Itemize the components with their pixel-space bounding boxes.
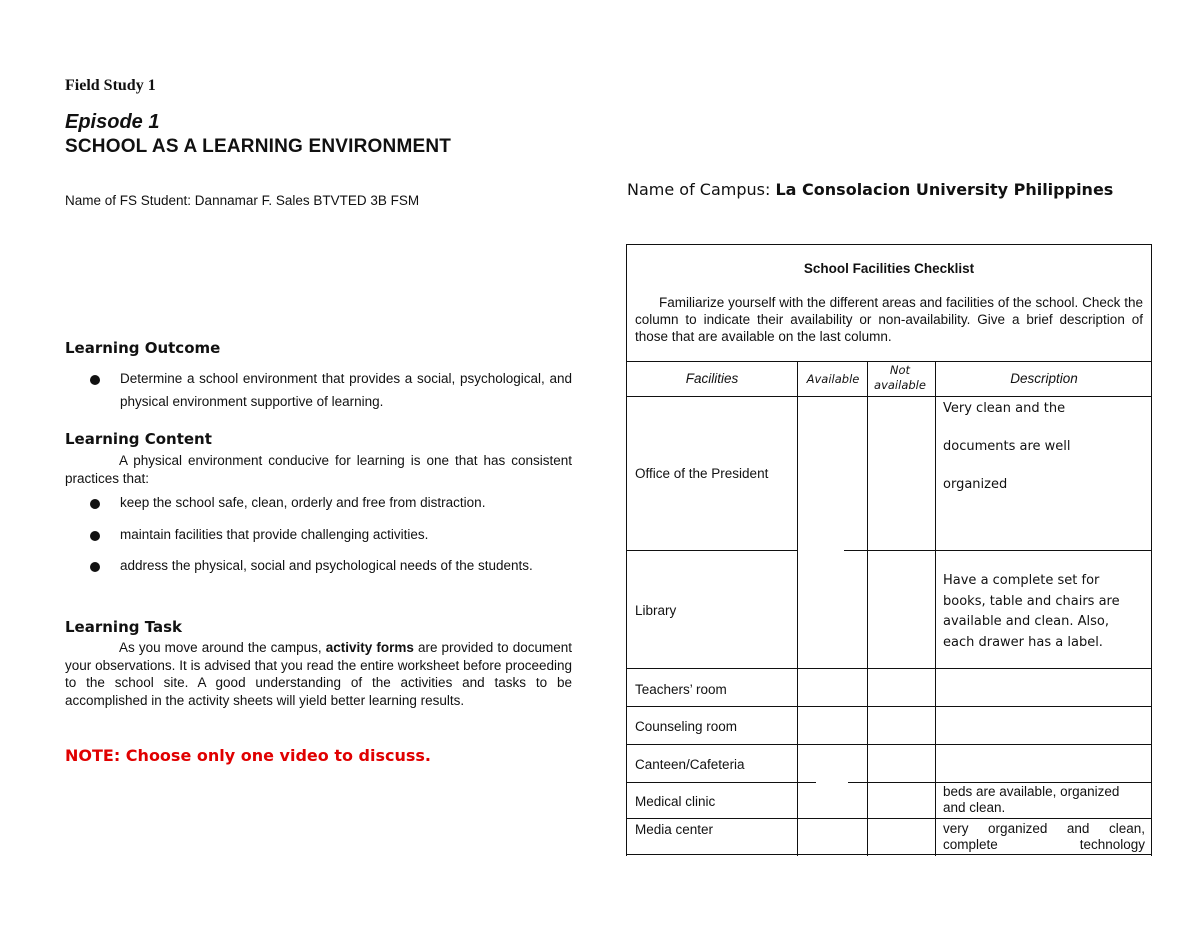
learning-outcome-heading: Learning Outcome (65, 339, 221, 357)
facility-description: organized (943, 477, 1008, 492)
learning-content-heading: Learning Content (65, 430, 212, 448)
field-study-label: Field Study 1 (65, 77, 156, 94)
list-item (90, 491, 572, 514)
bullet-text: maintain facilities that provide challenging activities. (120, 527, 429, 542)
facility-name: Library (635, 603, 677, 618)
bullet-icon (90, 499, 100, 509)
list-item (90, 367, 572, 413)
student-name-line: Name of FS Student: Dannamar F. Sales BTVTED 3B FSM (65, 193, 420, 208)
facility-name: Office of the President (635, 466, 769, 481)
page-title: SCHOOL AS A LEARNING ENVIRONMENT (65, 136, 452, 157)
column-header-available: Available (806, 372, 860, 386)
facility-description: Have a complete set for books, table and chairs are available and clean. Also, each drawer has a label. (943, 573, 1120, 650)
bullet-icon (90, 562, 100, 572)
learning-task-heading: Learning Task (65, 618, 183, 636)
facility-name: Canteen/Cafeteria (635, 757, 745, 772)
facility-name: Media center (635, 822, 714, 837)
facility-description: beds are available, organized and clean. (943, 784, 1120, 815)
learning-task-text: As you move around the campus, activity forms are provided to document your observations. It is advised that you read the entire worksheet before proceeding to the school site. A good understanding of the activities and tasks to be accomplished in the activity sheets will yield better learning results. (65, 640, 572, 708)
facility-name: Teachers’ room (635, 682, 727, 697)
facility-description: very organized and clean, complete technology (943, 821, 1145, 852)
facility-name: Medical clinic (635, 794, 716, 809)
facility-description: Very clean and the (943, 401, 1066, 416)
facilities-checklist-table (626, 244, 1152, 856)
list-item (90, 554, 572, 577)
note-text: NOTE: Choose only one video to discuss. (65, 746, 431, 765)
checklist-title: School Facilities Checklist (803, 261, 975, 276)
campus-line: Name of Campus: La Consolacion University Philippines (627, 180, 1114, 199)
bullet-icon (90, 375, 100, 385)
learning-content-intro: A physical environment conducive for learning is one that has consistent practices that: (65, 453, 572, 486)
facility-name: Counseling room (635, 719, 738, 734)
bullet-icon (90, 531, 100, 541)
column-header-not-available: Not available (874, 363, 926, 392)
checklist-instructions: Familiarize yourself with the different areas and facilities of the school. Check the column to indicate their availability or non-availability. Give a brief description of those that are available on the last column. (635, 295, 1143, 344)
column-header-description: Description (1010, 371, 1078, 386)
list-item (90, 523, 572, 546)
facility-description: documents are well (943, 439, 1071, 454)
bullet-text: keep the school safe, clean, orderly and free from distraction. (120, 495, 486, 510)
bullet-text: Determine a school environment that provides a social, psychological, and physical environment supportive of learning. (120, 371, 572, 409)
bullet-text: address the physical, social and psychological needs of the students. (120, 558, 533, 573)
column-header-facilities: Facilities (685, 371, 739, 386)
episode-title: Episode 1 (65, 111, 160, 133)
